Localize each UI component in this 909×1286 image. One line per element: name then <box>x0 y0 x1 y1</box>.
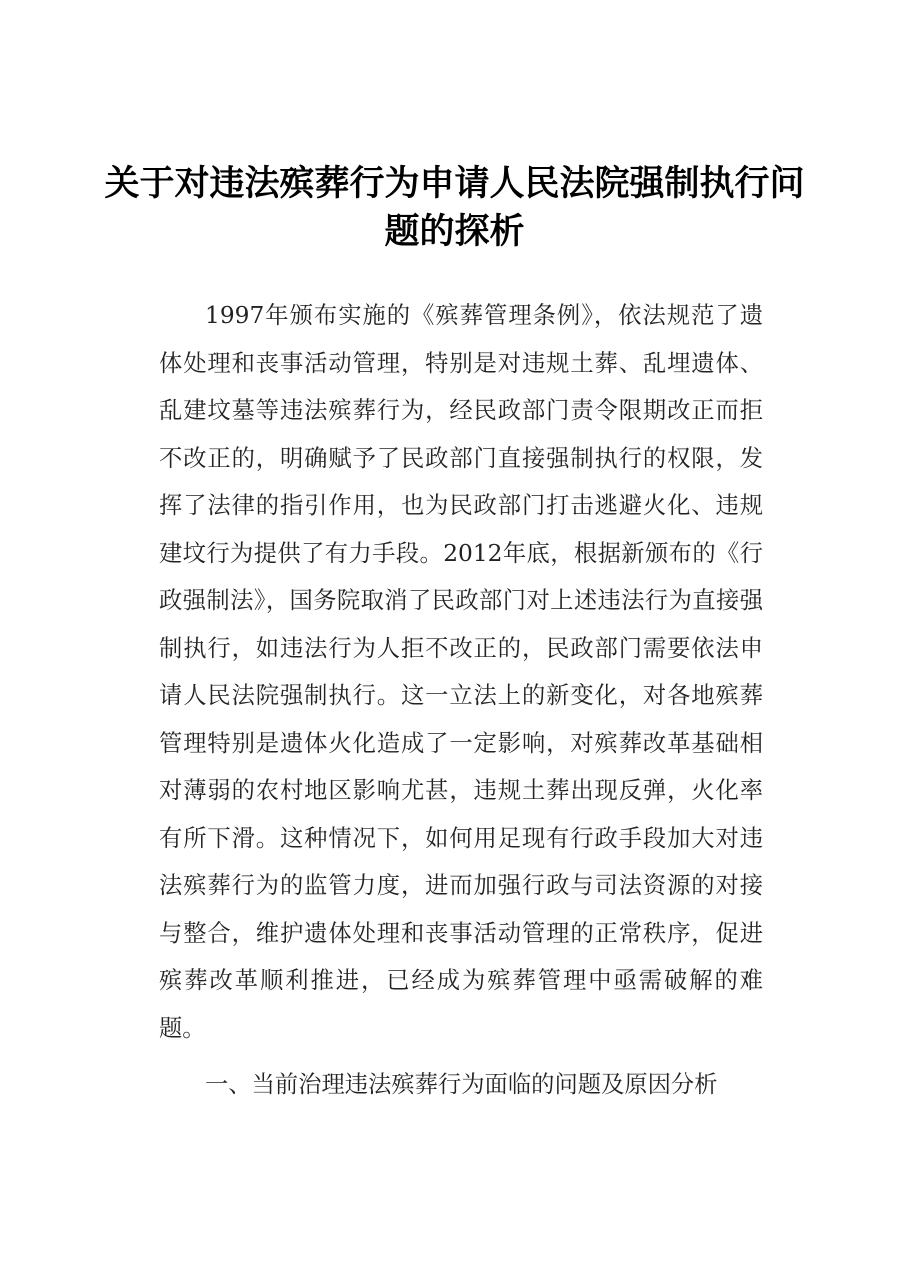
title-line-1: 关于对违法殡葬行为申请人民法院强制执行问 <box>104 163 805 204</box>
section-heading-1: 一、当前治理违法殡葬行为面临的问题及原因分析 <box>205 1071 718 1098</box>
document-title <box>100 160 809 256</box>
intro-paragraph: 1997年颁布实施的《殡葬管理条例》，依法规范了遗体处理和丧事活动管理，特别是对违规土葬、乱埋遗体、乱建坟墓等违法殡葬行为，经民政部门责令限期改正而拒不改正的，明确赋予了民政部门直接强制执行的权限，发挥了法律的指引作用，也为民政部门打击逃避火化、违规建坟行为提供了有力手段。2012年底，根据新颁布的《行政强制法》，国务院取消了民政部门对上述违法行为直接强制执行，如违法行为人拒不改正的，民政部门需要依法申请人民法院强制执行。这一立法上的新变化，对各地殡葬管理特别是遗体火化造成了一定影响，对殡葬改革基础相对薄弱的农村地区影响尤甚，违规土葬出现反弹，火化率有所下滑。这种情况下，如何用足现有行政手段加大对违法殡葬行为的监管力度，进而加强行政与司法资源的对接与整合，维护遗体处理和丧事活动管理的正常秩序，促进殡葬改革顺利推进，已经成为殡葬管理中亟需破解的难题。 <box>159 302 763 1042</box>
title-line-2: 题的探析 <box>384 211 525 252</box>
